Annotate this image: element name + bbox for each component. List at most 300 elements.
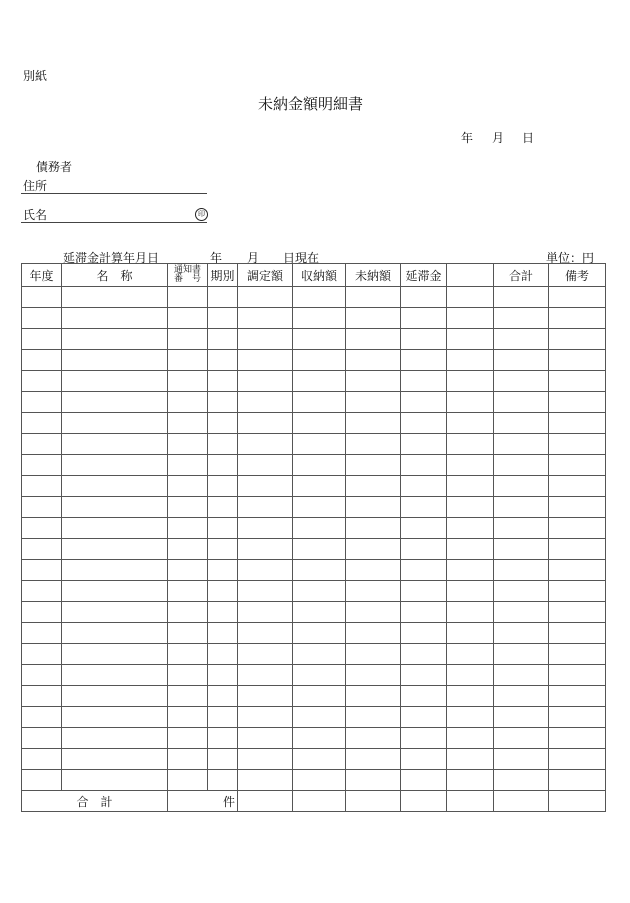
table-cell[interactable]	[238, 581, 293, 602]
table-cell[interactable]	[238, 749, 293, 770]
table-cell[interactable]	[168, 686, 208, 707]
table-cell[interactable]	[168, 434, 208, 455]
table-cell[interactable]	[401, 455, 447, 476]
table-cell[interactable]	[494, 413, 549, 434]
table-cell[interactable]	[238, 602, 293, 623]
table-cell[interactable]	[293, 644, 346, 665]
table-cell[interactable]	[293, 308, 346, 329]
table-cell[interactable]	[447, 581, 494, 602]
table-cell[interactable]	[168, 287, 208, 308]
table-cell[interactable]	[22, 434, 62, 455]
table-cell[interactable]	[62, 518, 168, 539]
table-cell[interactable]	[238, 728, 293, 749]
table-cell[interactable]	[208, 581, 238, 602]
table-cell[interactable]	[22, 371, 62, 392]
table-cell[interactable]	[22, 602, 62, 623]
table-cell[interactable]	[168, 455, 208, 476]
table-cell[interactable]	[549, 623, 606, 644]
table-cell[interactable]	[447, 350, 494, 371]
table-cell[interactable]	[293, 539, 346, 560]
table-cell[interactable]	[447, 749, 494, 770]
table-cell[interactable]	[238, 308, 293, 329]
table-row	[22, 392, 606, 413]
table-cell[interactable]	[238, 476, 293, 497]
table-cell[interactable]	[447, 665, 494, 686]
table-cell[interactable]	[346, 665, 401, 686]
table-cell[interactable]	[22, 728, 62, 749]
header-total: 合計	[494, 264, 549, 287]
attachment-label: 別紙	[23, 69, 48, 83]
table-cell[interactable]	[401, 728, 447, 749]
table-cell[interactable]	[447, 686, 494, 707]
table-cell[interactable]	[447, 371, 494, 392]
table-cell[interactable]	[447, 413, 494, 434]
table-cell[interactable]	[401, 539, 447, 560]
table-cell[interactable]	[238, 413, 293, 434]
table-cell[interactable]	[549, 308, 606, 329]
table-cell[interactable]	[401, 371, 447, 392]
table-cell[interactable]	[447, 392, 494, 413]
table-cell[interactable]	[401, 644, 447, 665]
table-cell[interactable]	[238, 770, 293, 791]
table-cell[interactable]	[401, 749, 447, 770]
table-cell[interactable]	[494, 665, 549, 686]
table-cell[interactable]	[22, 749, 62, 770]
table-cell[interactable]	[238, 518, 293, 539]
table-cell[interactable]	[447, 602, 494, 623]
table-cell[interactable]	[168, 707, 208, 728]
table-cell[interactable]	[494, 707, 549, 728]
table-cell[interactable]	[62, 770, 168, 791]
table-cell[interactable]	[62, 287, 168, 308]
table-cell[interactable]	[494, 749, 549, 770]
table-cell[interactable]	[447, 455, 494, 476]
table-cell[interactable]	[62, 581, 168, 602]
table-cell[interactable]	[401, 560, 447, 581]
table-cell[interactable]	[168, 560, 208, 581]
table-cell[interactable]	[494, 434, 549, 455]
table-cell[interactable]	[494, 518, 549, 539]
table-cell[interactable]	[549, 728, 606, 749]
table-cell[interactable]	[168, 644, 208, 665]
table-cell[interactable]	[494, 686, 549, 707]
table-cell[interactable]	[494, 392, 549, 413]
table-cell[interactable]	[238, 371, 293, 392]
table-cell[interactable]	[346, 623, 401, 644]
header-name: 名 称	[62, 264, 168, 287]
table-cell[interactable]	[549, 707, 606, 728]
table-cell[interactable]	[238, 539, 293, 560]
table-cell[interactable]	[62, 455, 168, 476]
table-cell[interactable]	[22, 770, 62, 791]
table-cell[interactable]	[346, 560, 401, 581]
table-cell[interactable]	[168, 770, 208, 791]
table-cell[interactable]	[238, 560, 293, 581]
unit-label: 単位：円	[546, 251, 595, 265]
table-cell[interactable]	[62, 434, 168, 455]
table-cell[interactable]	[22, 413, 62, 434]
table-cell[interactable]	[208, 518, 238, 539]
table-cell[interactable]	[401, 350, 447, 371]
table-cell[interactable]	[208, 623, 238, 644]
address-underline	[21, 193, 207, 194]
table-cell[interactable]	[549, 686, 606, 707]
table-cell[interactable]	[549, 665, 606, 686]
table-cell[interactable]	[22, 623, 62, 644]
table-cell[interactable]	[549, 476, 606, 497]
table-row	[22, 497, 606, 518]
table-cell[interactable]	[293, 497, 346, 518]
table-cell[interactable]	[22, 392, 62, 413]
table-cell[interactable]	[401, 686, 447, 707]
table-cell[interactable]	[208, 749, 238, 770]
table-cell[interactable]	[346, 329, 401, 350]
table-cell[interactable]	[62, 308, 168, 329]
table-cell[interactable]	[346, 476, 401, 497]
table-cell[interactable]	[401, 413, 447, 434]
table-cell[interactable]	[549, 413, 606, 434]
table-cell[interactable]	[62, 560, 168, 581]
table-cell[interactable]	[401, 518, 447, 539]
table-cell[interactable]	[208, 329, 238, 350]
total-label: 合 計	[22, 791, 168, 812]
total-received-cell[interactable]	[293, 791, 346, 812]
table-cell[interactable]	[293, 392, 346, 413]
table-row	[22, 308, 606, 329]
table-cell[interactable]	[208, 308, 238, 329]
table-cell[interactable]	[168, 602, 208, 623]
table-cell[interactable]	[346, 749, 401, 770]
table-cell[interactable]	[238, 707, 293, 728]
table-cell[interactable]	[293, 686, 346, 707]
table-cell[interactable]	[346, 455, 401, 476]
table-cell[interactable]	[549, 644, 606, 665]
table-cell[interactable]	[62, 623, 168, 644]
table-row	[22, 413, 606, 434]
table-cell[interactable]	[447, 476, 494, 497]
table-cell[interactable]	[447, 623, 494, 644]
table-cell[interactable]	[22, 707, 62, 728]
table-cell[interactable]	[238, 434, 293, 455]
table-cell[interactable]	[62, 728, 168, 749]
table-cell[interactable]	[22, 686, 62, 707]
table-cell[interactable]	[401, 581, 447, 602]
table-cell[interactable]	[208, 497, 238, 518]
table-cell[interactable]	[494, 308, 549, 329]
table-cell[interactable]	[346, 770, 401, 791]
table-cell[interactable]	[494, 350, 549, 371]
table-cell[interactable]	[346, 371, 401, 392]
table-row	[22, 623, 606, 644]
table-cell[interactable]	[22, 539, 62, 560]
table-cell[interactable]	[208, 392, 238, 413]
date-month-label: 月	[492, 131, 505, 145]
table-cell[interactable]	[62, 539, 168, 560]
table-cell[interactable]	[293, 770, 346, 791]
table-cell[interactable]	[293, 749, 346, 770]
table-cell[interactable]	[447, 539, 494, 560]
table-cell[interactable]	[22, 665, 62, 686]
table-cell[interactable]	[293, 707, 346, 728]
table-cell[interactable]	[208, 707, 238, 728]
table-cell[interactable]	[401, 707, 447, 728]
table-cell[interactable]	[168, 518, 208, 539]
table-cell[interactable]	[168, 350, 208, 371]
table-cell[interactable]	[447, 497, 494, 518]
table-cell[interactable]	[549, 749, 606, 770]
table-cell[interactable]	[549, 371, 606, 392]
table-cell[interactable]	[22, 560, 62, 581]
table-cell[interactable]	[208, 287, 238, 308]
table-cell[interactable]	[549, 392, 606, 413]
table-cell[interactable]	[22, 287, 62, 308]
table-cell[interactable]	[494, 602, 549, 623]
table-cell[interactable]	[238, 455, 293, 476]
table-cell[interactable]	[22, 581, 62, 602]
table-cell[interactable]	[208, 560, 238, 581]
table-cell[interactable]	[494, 539, 549, 560]
table-cell[interactable]	[549, 602, 606, 623]
table-cell[interactable]	[293, 287, 346, 308]
table-cell[interactable]	[238, 497, 293, 518]
table-cell[interactable]	[22, 329, 62, 350]
date-year-label: 年	[461, 131, 474, 145]
table-row	[22, 686, 606, 707]
table-cell[interactable]	[346, 728, 401, 749]
total-unpaid-cell[interactable]	[346, 791, 401, 812]
table-cell[interactable]	[168, 665, 208, 686]
table-cell[interactable]	[293, 476, 346, 497]
total-assessed-cell[interactable]	[238, 791, 293, 812]
table-cell[interactable]	[208, 476, 238, 497]
table-cell[interactable]	[168, 497, 208, 518]
table-cell[interactable]	[447, 518, 494, 539]
table-cell[interactable]	[62, 602, 168, 623]
table-cell[interactable]	[62, 476, 168, 497]
table-cell[interactable]	[22, 476, 62, 497]
table-cell[interactable]	[22, 644, 62, 665]
table-cell[interactable]	[208, 371, 238, 392]
date-day-label: 日	[522, 131, 535, 145]
table-row	[22, 455, 606, 476]
table-cell[interactable]	[238, 350, 293, 371]
table-cell[interactable]	[293, 413, 346, 434]
total-sum-cell[interactable]	[494, 791, 549, 812]
table-cell[interactable]	[22, 455, 62, 476]
table-cell[interactable]	[293, 350, 346, 371]
table-cell[interactable]	[62, 686, 168, 707]
table-cell[interactable]	[168, 329, 208, 350]
table-cell[interactable]	[293, 371, 346, 392]
table-cell[interactable]	[22, 308, 62, 329]
table-cell[interactable]	[549, 350, 606, 371]
table-cell[interactable]	[346, 350, 401, 371]
table-cell[interactable]	[549, 518, 606, 539]
total-late-fee-cell[interactable]	[401, 791, 447, 812]
table-cell[interactable]	[62, 329, 168, 350]
table-cell[interactable]	[208, 686, 238, 707]
table-cell[interactable]	[346, 707, 401, 728]
table-cell[interactable]	[168, 539, 208, 560]
table-cell[interactable]	[208, 455, 238, 476]
table-cell[interactable]	[494, 581, 549, 602]
table-cell[interactable]	[208, 434, 238, 455]
table-row	[22, 728, 606, 749]
table-cell[interactable]	[549, 434, 606, 455]
table-cell[interactable]	[238, 686, 293, 707]
table-cell[interactable]	[238, 644, 293, 665]
table-cell[interactable]	[168, 476, 208, 497]
table-cell[interactable]	[494, 560, 549, 581]
table-cell[interactable]	[22, 497, 62, 518]
table-cell[interactable]	[238, 392, 293, 413]
table-cell[interactable]	[346, 308, 401, 329]
table-cell[interactable]	[293, 623, 346, 644]
table-cell[interactable]	[549, 329, 606, 350]
table-cell[interactable]	[346, 413, 401, 434]
table-cell[interactable]	[447, 434, 494, 455]
table-cell[interactable]	[293, 434, 346, 455]
table-cell[interactable]	[208, 413, 238, 434]
table-cell[interactable]	[494, 497, 549, 518]
table-cell[interactable]	[293, 728, 346, 749]
header-assessed-amount: 調定額	[238, 264, 293, 287]
table-cell[interactable]	[62, 350, 168, 371]
table-cell[interactable]	[208, 770, 238, 791]
table-cell[interactable]	[401, 602, 447, 623]
table-cell[interactable]	[549, 770, 606, 791]
table-cell[interactable]	[62, 413, 168, 434]
table-cell[interactable]	[447, 644, 494, 665]
table-cell[interactable]	[346, 287, 401, 308]
table-cell[interactable]	[494, 287, 549, 308]
table-row	[22, 434, 606, 455]
table-cell[interactable]	[62, 497, 168, 518]
total-blank-cell[interactable]	[447, 791, 494, 812]
table-cell[interactable]	[346, 581, 401, 602]
table-cell[interactable]	[447, 287, 494, 308]
calc-date-label: 延滞金計算年月日	[63, 251, 160, 265]
table-cell[interactable]	[447, 329, 494, 350]
table-cell[interactable]	[401, 497, 447, 518]
table-cell[interactable]	[293, 329, 346, 350]
table-cell[interactable]	[168, 392, 208, 413]
table-cell[interactable]	[346, 392, 401, 413]
table-cell[interactable]	[168, 581, 208, 602]
table-cell[interactable]	[549, 539, 606, 560]
table-cell[interactable]	[494, 371, 549, 392]
table-cell[interactable]	[447, 770, 494, 791]
table-cell[interactable]	[168, 413, 208, 434]
table-cell[interactable]	[208, 602, 238, 623]
table-cell[interactable]	[549, 497, 606, 518]
table-cell[interactable]	[168, 308, 208, 329]
table-cell[interactable]	[494, 644, 549, 665]
table-row	[22, 665, 606, 686]
table-cell[interactable]	[494, 770, 549, 791]
table-cell[interactable]	[208, 728, 238, 749]
table-cell[interactable]	[238, 329, 293, 350]
table-cell[interactable]	[401, 287, 447, 308]
table-cell[interactable]	[447, 728, 494, 749]
table-cell[interactable]	[293, 665, 346, 686]
table-cell[interactable]	[494, 455, 549, 476]
table-cell[interactable]	[62, 392, 168, 413]
table-cell[interactable]	[62, 707, 168, 728]
table-cell[interactable]	[447, 308, 494, 329]
table-cell[interactable]	[62, 749, 168, 770]
table-cell[interactable]	[401, 308, 447, 329]
table-cell[interactable]	[401, 476, 447, 497]
table-cell[interactable]	[208, 350, 238, 371]
table-cell[interactable]	[346, 644, 401, 665]
table-cell[interactable]	[62, 665, 168, 686]
table-cell[interactable]	[62, 644, 168, 665]
table-cell[interactable]	[62, 371, 168, 392]
table-cell[interactable]	[22, 518, 62, 539]
table-cell[interactable]	[208, 665, 238, 686]
table-row	[22, 371, 606, 392]
table-cell[interactable]	[22, 350, 62, 371]
table-cell[interactable]	[401, 329, 447, 350]
table-cell[interactable]	[208, 644, 238, 665]
table-cell[interactable]	[494, 728, 549, 749]
table-cell[interactable]	[447, 707, 494, 728]
table-cell[interactable]	[346, 518, 401, 539]
table-cell[interactable]	[494, 329, 549, 350]
table-cell[interactable]	[238, 287, 293, 308]
table-cell[interactable]	[168, 623, 208, 644]
table-cell[interactable]	[401, 623, 447, 644]
table-cell[interactable]	[168, 728, 208, 749]
table-cell[interactable]	[238, 665, 293, 686]
table-cell[interactable]	[293, 518, 346, 539]
table-cell[interactable]	[293, 455, 346, 476]
header-remarks: 備考	[549, 264, 606, 287]
table-cell[interactable]	[401, 392, 447, 413]
table-cell[interactable]	[208, 539, 238, 560]
table-body	[22, 287, 606, 791]
table-cell[interactable]	[549, 287, 606, 308]
table-cell[interactable]	[168, 749, 208, 770]
table-cell[interactable]	[293, 560, 346, 581]
table-cell[interactable]	[549, 560, 606, 581]
table-cell[interactable]	[549, 581, 606, 602]
table-cell[interactable]	[346, 602, 401, 623]
table-cell[interactable]	[447, 560, 494, 581]
table-cell[interactable]	[346, 539, 401, 560]
table-cell[interactable]	[494, 623, 549, 644]
header-unpaid-amount: 未納額	[346, 264, 401, 287]
table-row	[22, 749, 606, 770]
table-cell[interactable]	[401, 665, 447, 686]
table-cell[interactable]	[346, 434, 401, 455]
table-cell[interactable]	[346, 497, 401, 518]
table-cell[interactable]	[238, 623, 293, 644]
table-cell[interactable]	[494, 476, 549, 497]
table-cell[interactable]	[346, 686, 401, 707]
table-cell[interactable]	[401, 434, 447, 455]
table-row	[22, 707, 606, 728]
table-cell[interactable]	[293, 581, 346, 602]
table-cell[interactable]	[549, 455, 606, 476]
table-cell[interactable]	[293, 602, 346, 623]
table-row	[22, 287, 606, 308]
table-cell[interactable]	[168, 371, 208, 392]
total-remarks-cell[interactable]	[549, 791, 606, 812]
table-cell[interactable]	[401, 770, 447, 791]
header-blank	[447, 264, 494, 287]
